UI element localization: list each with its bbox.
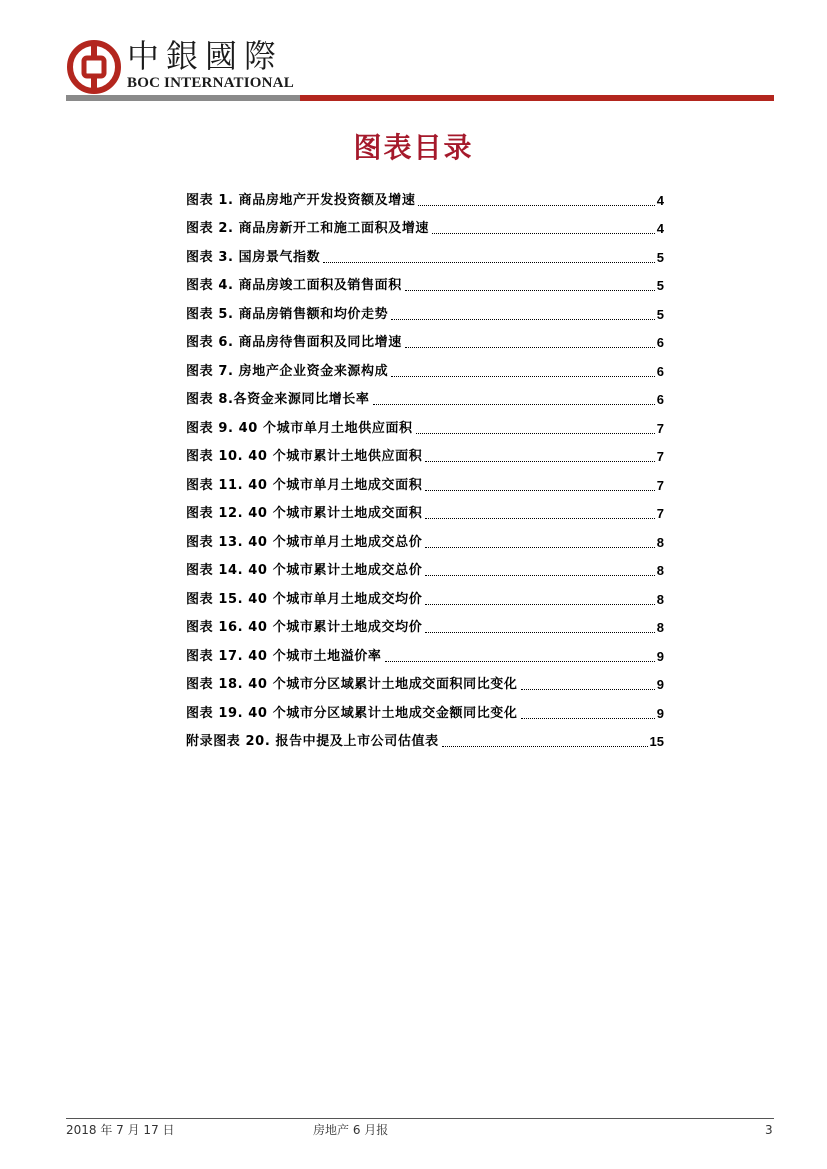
footer-date: 2018 年 7 月 17 日	[66, 1123, 175, 1137]
toc-dot-leader	[432, 232, 655, 234]
toc-dot-leader	[425, 603, 654, 605]
toc-entry-page: 7	[656, 420, 664, 436]
toc-entry[interactable]	[186, 551, 664, 580]
header-bar-gray	[66, 95, 300, 101]
toc-list	[186, 180, 664, 750]
toc-entry-label: 图表 3. 国房景气指数	[186, 249, 321, 265]
toc-entry-label: 图表 17. 40 个城市土地溢价率	[186, 648, 382, 664]
toc-entry-label: 图表 5. 商品房销售额和均价走势	[186, 306, 389, 322]
footer-report-title: 房地产 6 月报	[313, 1123, 389, 1137]
toc-entry[interactable]	[186, 408, 664, 437]
toc-entry-label: 图表 6. 商品房待售面积及同比增速	[186, 335, 402, 350]
toc-entry-page: 5	[656, 306, 664, 322]
toc-dot-leader	[425, 460, 654, 462]
toc-dot-leader	[521, 717, 655, 719]
toc-entry-page: 8	[656, 534, 664, 550]
toc-title: 图表目录	[353, 131, 474, 164]
toc-entry[interactable]	[186, 522, 664, 551]
toc-entry-label: 图表 11. 40 个城市单月土地成交面积	[186, 477, 423, 493]
toc-entry[interactable]	[186, 180, 664, 209]
toc-dot-leader	[391, 375, 655, 377]
header-divider-bar	[66, 95, 774, 101]
toc-entry-page: 5	[656, 249, 664, 265]
toc-entry-page: 6	[656, 335, 664, 350]
toc-entry-label: 图表 12. 40 个城市累计土地成交面积	[186, 506, 423, 521]
toc-entry[interactable]	[186, 323, 664, 352]
logo-chinese-name: 中銀國際	[127, 37, 284, 75]
logo-english-name: BOC INTERNATIONAL	[127, 75, 294, 91]
toc-dot-leader	[373, 403, 655, 405]
toc-entry[interactable]	[186, 437, 664, 466]
toc-entry[interactable]	[186, 380, 664, 409]
toc-entry-page: 7	[656, 449, 664, 464]
toc-entry[interactable]	[186, 494, 664, 523]
toc-entry[interactable]	[186, 693, 664, 722]
toc-entry-page: 9	[656, 705, 664, 721]
toc-dot-leader	[425, 574, 654, 576]
toc-entry-label: 图表 19. 40 个城市分区域累计土地成交金额同比变化	[186, 705, 518, 721]
toc-entry-page: 9	[656, 648, 664, 664]
toc-entry-page: 8	[656, 563, 664, 578]
toc-entry-page: 7	[656, 477, 664, 493]
toc-entry-page: 8	[656, 620, 664, 635]
toc-dot-leader	[442, 745, 648, 747]
toc-entry[interactable]	[186, 636, 664, 665]
toc-entry-label: 图表 18. 40 个城市分区域累计土地成交面积同比变化	[186, 677, 518, 692]
toc-entry-page: 5	[656, 278, 664, 293]
page-header	[0, 0, 827, 104]
toc-dot-leader	[405, 346, 655, 348]
toc-entry-label: 图表 15. 40 个城市单月土地成交均价	[186, 591, 423, 607]
toc-entry-label: 图表 9. 40 个城市单月土地供应面积	[186, 420, 413, 436]
toc-entry-page: 6	[656, 392, 664, 407]
toc-dot-leader	[425, 631, 654, 633]
toc-entry-page: 4	[656, 221, 664, 236]
toc-entry-page: 8	[656, 591, 664, 607]
toc-dot-leader	[425, 489, 654, 491]
toc-dot-leader	[418, 204, 654, 206]
toc-entry-label: 图表 13. 40 个城市单月土地成交总价	[186, 534, 423, 550]
toc-dot-leader	[323, 261, 655, 263]
toc-entry[interactable]	[186, 722, 664, 751]
toc-entry[interactable]	[186, 266, 664, 295]
toc-dot-leader	[416, 432, 655, 434]
toc-entry-label: 图表 1. 商品房地产开发投资额及增速	[186, 192, 416, 208]
toc-dot-leader	[405, 289, 655, 291]
header-bar-red	[300, 95, 774, 101]
toc-entry-page: 4	[656, 192, 664, 208]
toc-dot-leader	[425, 517, 654, 519]
toc-entry-label: 图表 8.各资金来源同比增长率	[186, 392, 370, 407]
toc-dot-leader	[385, 660, 655, 662]
toc-entry[interactable]	[186, 608, 664, 637]
toc-entry-page: 9	[656, 677, 664, 692]
toc-entry[interactable]	[186, 351, 664, 380]
toc-entry-page: 15	[649, 734, 664, 749]
toc-entry[interactable]	[186, 209, 664, 238]
toc-entry-page: 7	[656, 506, 664, 521]
toc-entry-label: 图表 7. 房地产企业资金来源构成	[186, 363, 389, 379]
footer-divider	[66, 1118, 774, 1119]
toc-entry-label: 图表 10. 40 个城市累计土地供应面积	[186, 449, 423, 464]
toc-entry[interactable]	[186, 465, 664, 494]
toc-dot-leader	[391, 318, 655, 320]
toc-entry-label: 图表 4. 商品房竣工面积及销售面积	[186, 278, 402, 293]
toc-entry-page: 6	[656, 363, 664, 379]
toc-entry-label: 图表 16. 40 个城市累计土地成交均价	[186, 620, 423, 635]
toc-dot-leader	[425, 546, 654, 548]
footer-page-number: 3	[765, 1123, 773, 1137]
toc-entry[interactable]	[186, 665, 664, 694]
toc-entry-label: 图表 14. 40 个城市累计土地成交总价	[186, 563, 423, 578]
toc-entry-label: 图表 2. 商品房新开工和施工面积及增速	[186, 221, 430, 236]
toc-entry[interactable]	[186, 294, 664, 323]
toc-entry[interactable]	[186, 579, 664, 608]
boc-logo-icon	[67, 40, 121, 94]
toc-entry[interactable]	[186, 237, 664, 266]
toc-entry-label: 附录图表 20. 报告中提及上市公司估值表	[186, 734, 439, 749]
toc-dot-leader	[521, 688, 655, 690]
